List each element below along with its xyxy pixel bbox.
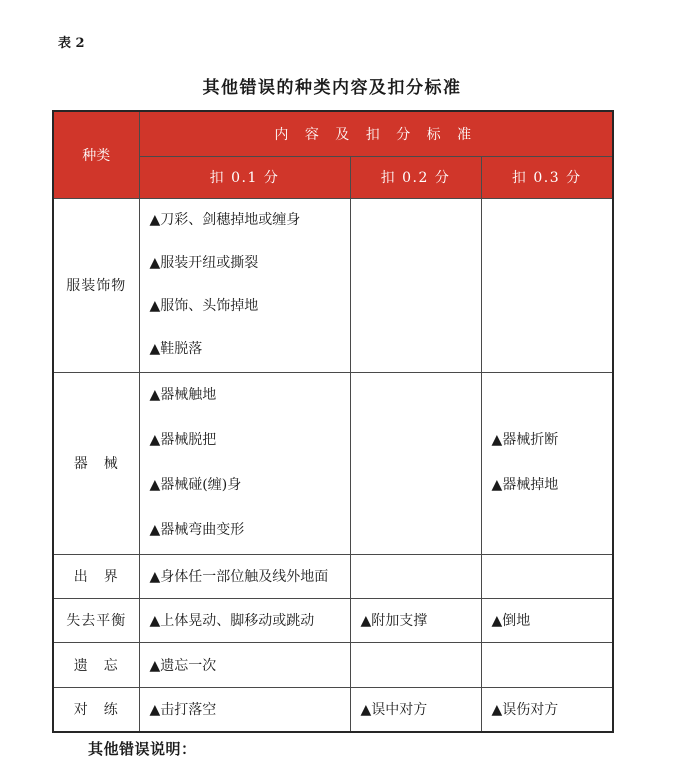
header-deduct-0-1: 扣 0.1 分 xyxy=(139,156,350,198)
header-category: 种类 xyxy=(53,111,139,198)
cell-deduct-0-2 xyxy=(350,198,481,372)
cell-deduct-0-1 xyxy=(139,687,350,732)
table-row-clothing xyxy=(53,198,613,372)
table-header xyxy=(53,111,613,198)
deduction-item: ▲上体晃动、脚移动或跳动 xyxy=(149,613,315,629)
deduction-item: ▲倒地 xyxy=(491,613,531,629)
table-row-loss-of-balance xyxy=(53,598,613,642)
deduction-item: ▲误伤对方 xyxy=(491,702,559,719)
other-errors-note: 其他错误说明： xyxy=(88,740,197,758)
header-deduct-0-2: 扣 0.2 分 xyxy=(350,156,481,198)
cell-deduct-0-3 xyxy=(481,372,613,554)
cell-deduct-0-2 xyxy=(350,598,481,642)
deduction-item: ▲器械折断 xyxy=(491,432,559,448)
table-row-apparatus xyxy=(53,372,613,554)
deduction-item: ▲身体任一部位触及线外地面 xyxy=(149,569,329,585)
header-deduct-0-3: 扣 0.3 分 xyxy=(481,156,613,198)
row-category: 失去平衡 xyxy=(53,598,139,642)
deduction-item: ▲器械触地 xyxy=(149,387,217,403)
deduction-item: ▲击打落空 xyxy=(149,702,217,719)
table-row-forgetting xyxy=(53,642,613,687)
row-category: 器 械 xyxy=(53,372,139,554)
deduction-item: ▲附加支撑 xyxy=(360,613,428,629)
cell-deduct-0-2 xyxy=(350,642,481,687)
row-category: 对 练 xyxy=(53,687,139,732)
deduction-item: ▲器械碰(缠)身 xyxy=(149,477,242,493)
deduction-item: ▲遗忘一次 xyxy=(149,657,217,674)
deduction-item: ▲器械掉地 xyxy=(491,477,559,493)
table-row-paired-practice xyxy=(53,687,613,732)
header-content-standards: 内 容 及 扣 分 标 准 xyxy=(139,111,613,156)
row-category: 出 界 xyxy=(53,554,139,598)
table-number-label: 表 2 xyxy=(58,36,85,51)
cell-deduct-0-3 xyxy=(481,598,613,642)
cell-deduct-0-3 xyxy=(481,687,613,732)
cell-deduct-0-1 xyxy=(139,642,350,687)
deduction-item: ▲服饰、头饰掉地 xyxy=(149,298,259,314)
cell-deduct-0-1 xyxy=(139,198,350,372)
cell-deduct-0-2 xyxy=(350,687,481,732)
cell-deduct-0-3 xyxy=(481,554,613,598)
deduction-item: ▲器械弯曲变形 xyxy=(149,522,245,538)
deduction-item: ▲刀彩、剑穗掉地或缠身 xyxy=(149,212,301,228)
table-row-out-of-bounds xyxy=(53,554,613,598)
page-title: 其他错误的种类内容及扣分标准 xyxy=(202,78,462,98)
cell-deduct-0-1 xyxy=(139,598,350,642)
row-category: 遗 忘 xyxy=(53,642,139,687)
cell-deduct-0-3 xyxy=(481,642,613,687)
deduction-standards-table xyxy=(52,110,614,733)
deduction-item: ▲鞋脱落 xyxy=(149,341,203,357)
deduction-item: ▲服装开纽或撕裂 xyxy=(149,255,259,271)
header-row-content xyxy=(53,111,613,156)
cell-deduct-0-3 xyxy=(481,198,613,372)
cell-deduct-0-1 xyxy=(139,372,350,554)
cell-deduct-0-2 xyxy=(350,372,481,554)
deduction-item: ▲误中对方 xyxy=(360,702,428,719)
table-body xyxy=(53,198,613,732)
cell-deduct-0-2 xyxy=(350,554,481,598)
row-category: 服装饰物 xyxy=(53,198,139,372)
cell-deduct-0-1 xyxy=(139,554,350,598)
deduction-item: ▲器械脱把 xyxy=(149,432,217,448)
